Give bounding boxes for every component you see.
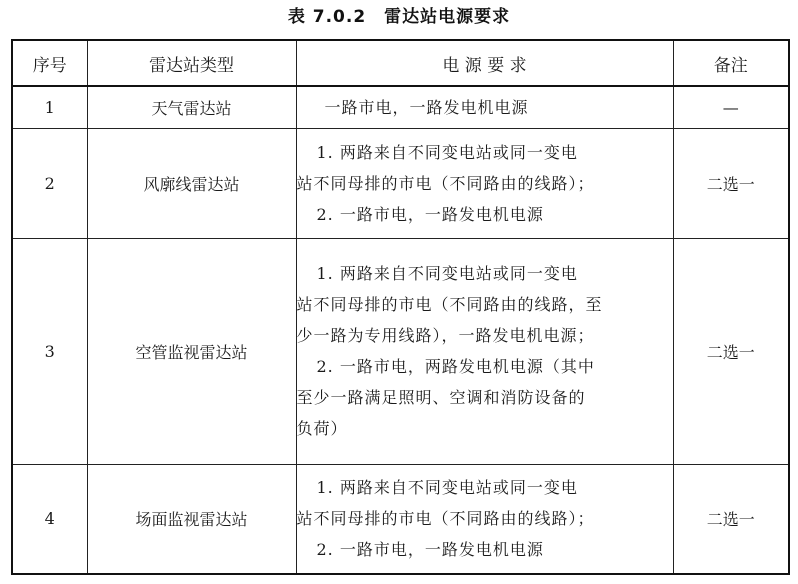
row-requirement [296, 464, 673, 574]
row-radar-type: 空管监视雷达站 [87, 238, 296, 464]
requirement-line: 负荷） [296, 419, 348, 438]
requirement-line: 1. 两路来自不同变电站或同一变电 [316, 142, 578, 162]
row-requirement [296, 128, 673, 238]
row-seq: 1 [12, 86, 87, 128]
row-radar-type: 风廓线雷达站 [87, 128, 296, 238]
row-seq: 4 [12, 464, 87, 574]
header-requirement: 电 源 要 求 [296, 40, 673, 86]
row-seq: 3 [12, 238, 87, 464]
row-requirement [296, 238, 673, 464]
row-note: 二选一 [673, 464, 789, 574]
table-number: 表 7.0.2 [287, 7, 367, 27]
row-note: 二选一 [673, 128, 789, 238]
row-note: — [673, 86, 789, 128]
requirement-line: 至少一路满足照明、空调和消防设备的 [296, 388, 586, 407]
row-radar-type: 场面监视雷达站 [87, 464, 296, 574]
requirement-line: 站不同母排的市电（不同路由的线路）； [296, 173, 595, 193]
requirement-line: 站不同母排的市电（不同路由的线路）； [296, 509, 595, 529]
table-title: 雷达站电源要求 [384, 7, 511, 27]
table-row [12, 238, 789, 464]
power-requirements-table [11, 39, 790, 575]
table-row [12, 128, 789, 238]
row-note: 二选一 [673, 238, 789, 464]
header-row [12, 40, 789, 86]
table-row [12, 86, 789, 128]
requirement-line: 1. 两路来自不同变电站或同一变电 [316, 478, 578, 498]
row-seq: 2 [12, 128, 87, 238]
requirement-line: 少一路为专用线路），一路发电机电源； [296, 326, 595, 345]
requirement-line: 1. 两路来自不同变电站或同一变电 [316, 264, 578, 283]
requirement-line: 2. 一路市电，一路发电机电源 [316, 204, 544, 224]
row-requirement [296, 86, 673, 128]
requirement-line: 2. 一路市电，一路发电机电源 [316, 540, 544, 560]
requirement-line: 2. 一路市电，两路发电机电源（其中 [316, 357, 595, 376]
requirement-line: 站不同母排的市电（不同路由的线路，至 [296, 295, 603, 314]
table-row [12, 464, 789, 574]
table-caption [0, 0, 798, 36]
header-note: 备注 [673, 40, 789, 86]
header-radar-type: 雷达站类型 [87, 40, 296, 86]
row-radar-type: 天气雷达站 [87, 86, 296, 128]
requirement-line: 一路市电，一路发电机电源 [324, 97, 529, 117]
header-seq: 序号 [12, 40, 87, 86]
